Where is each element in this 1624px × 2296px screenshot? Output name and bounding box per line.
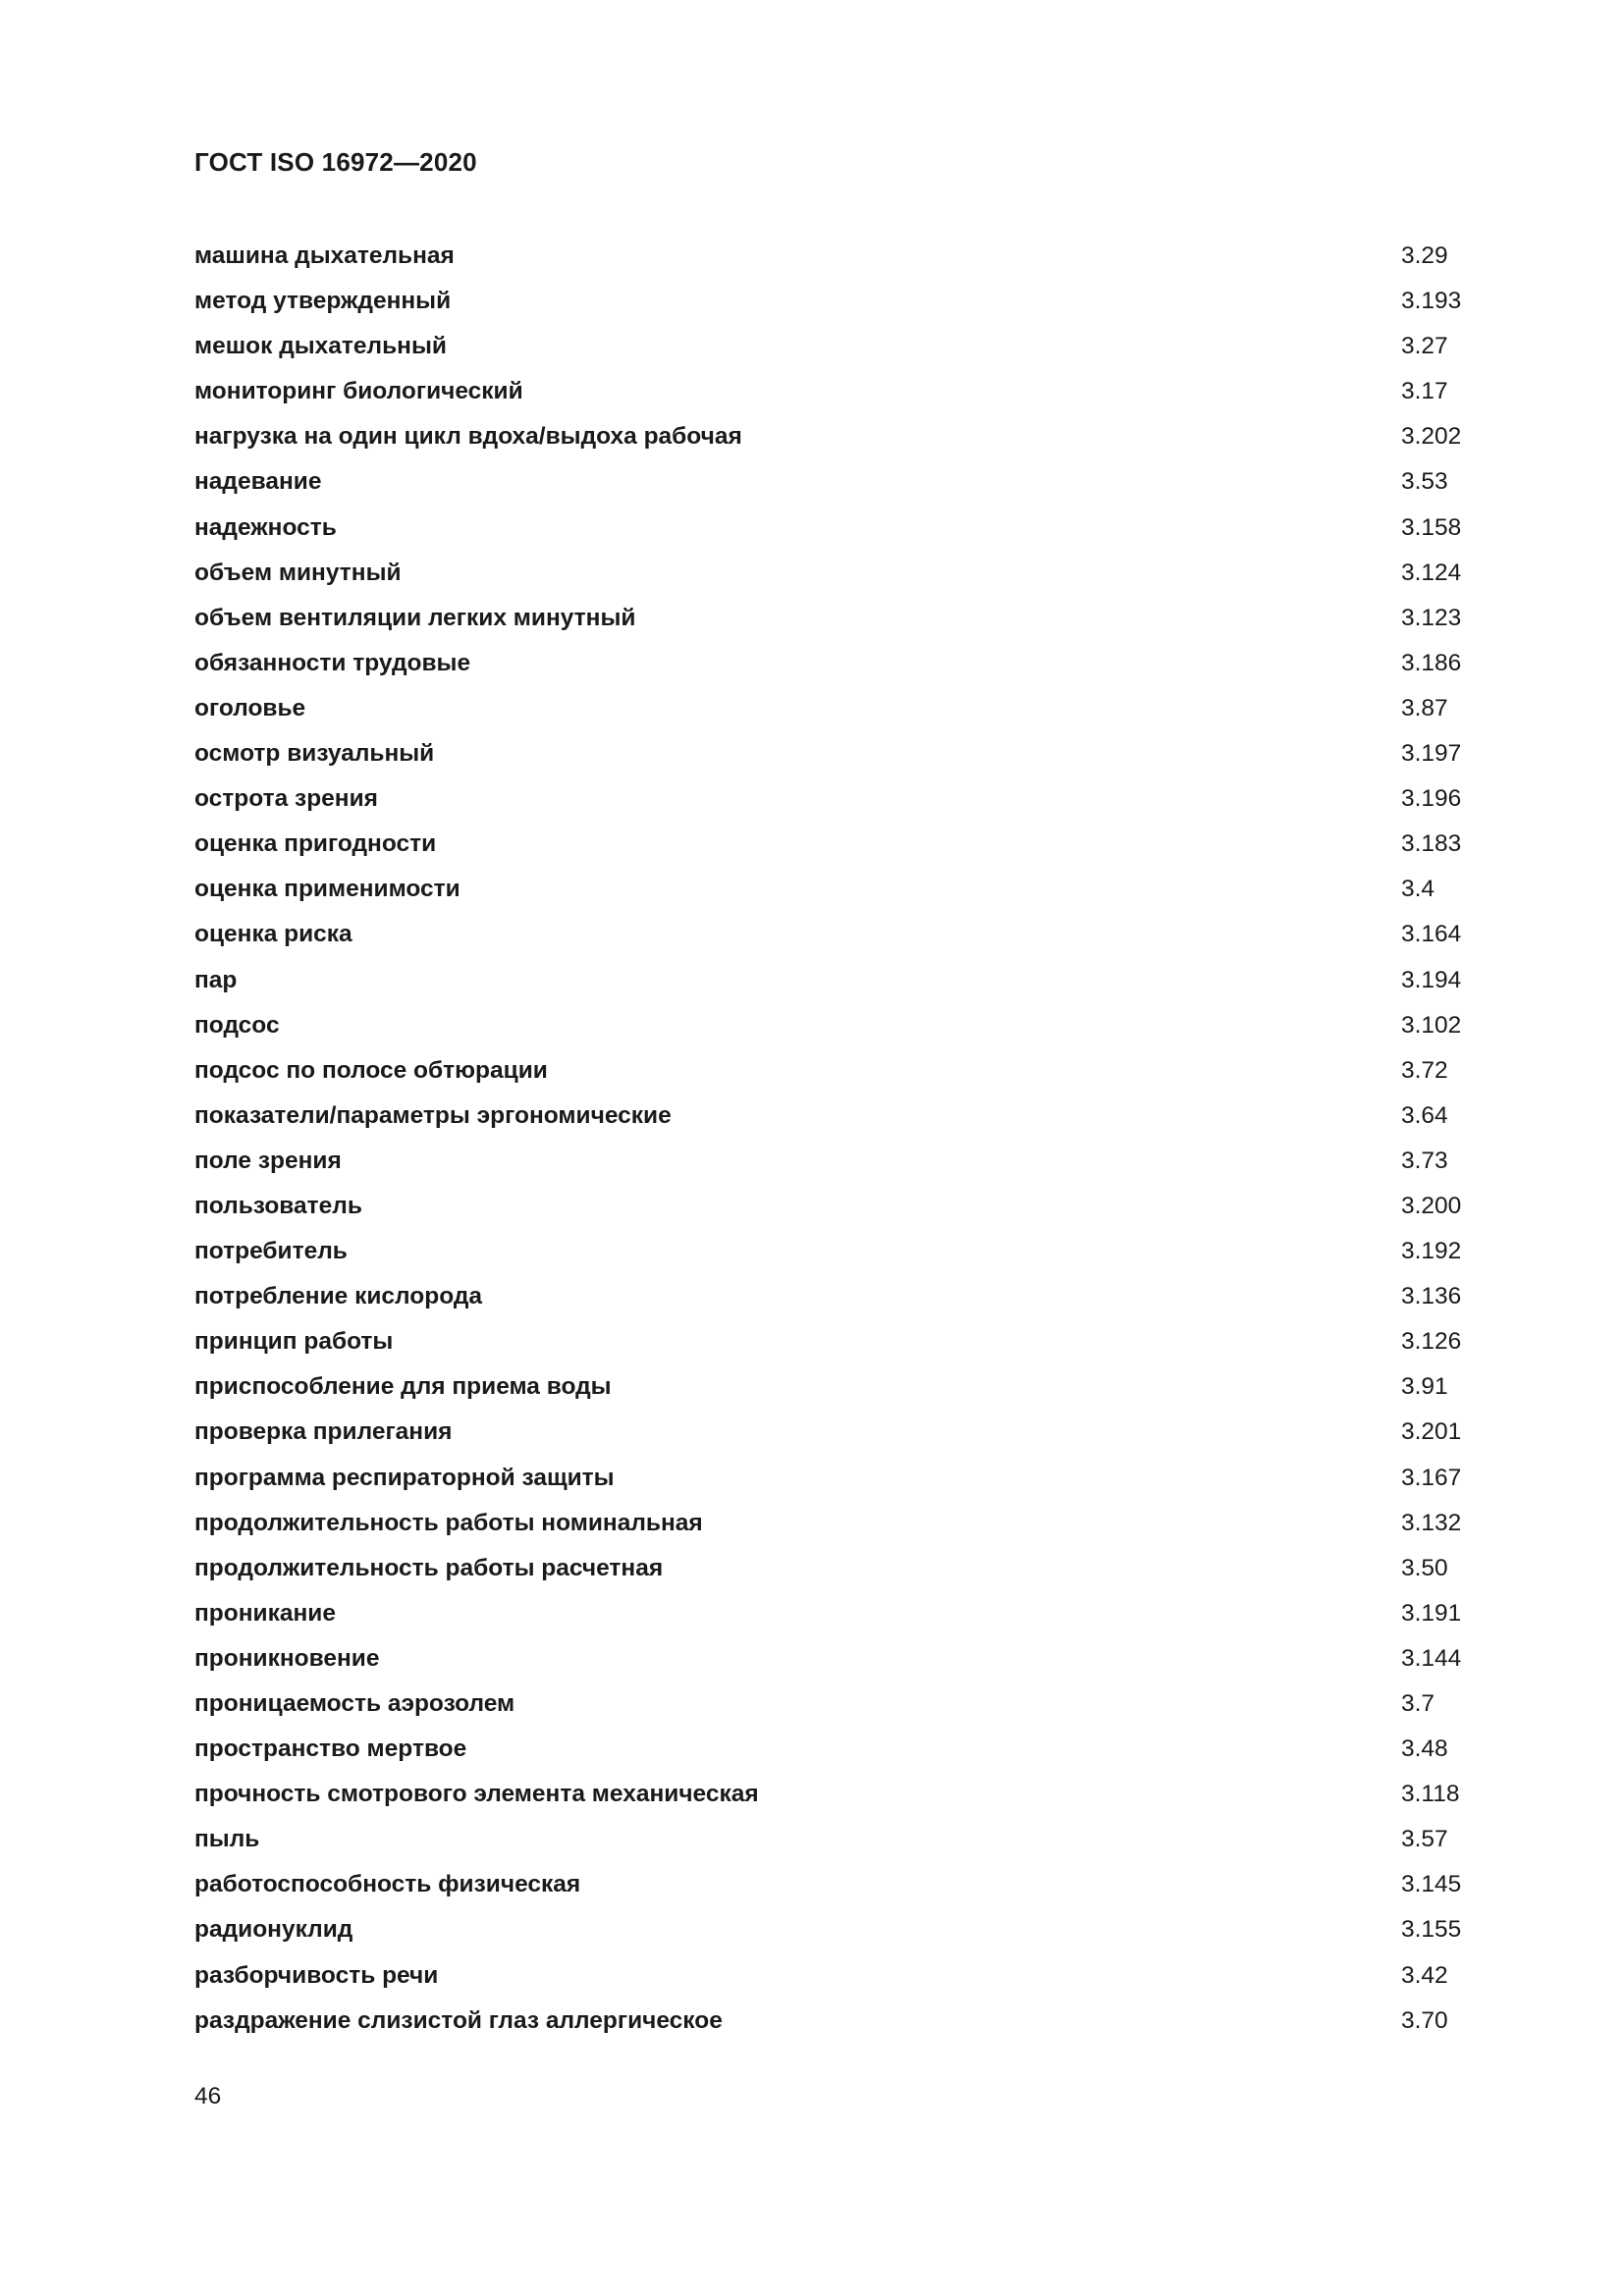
index-entry [194,324,1471,369]
index-reference: 3.87 [1401,694,1448,721]
index-entry [194,1319,1471,1364]
index-reference: 3.145 [1401,1871,1462,1898]
index-entry [194,1501,1471,1546]
index-entry [194,1274,1471,1319]
index-reference: 3.50 [1401,1554,1448,1581]
index-reference: 3.64 [1401,1101,1448,1129]
index-entry [194,1727,1471,1772]
index-entry [194,1229,1471,1274]
index-entry [194,1636,1471,1682]
document-header: ГОСТ ISO 16972—2020 [194,147,477,177]
index-reference: 3.7 [1401,1690,1435,1717]
index-term: прочность смотрового элемента механическая [194,1781,759,1808]
index-term: оценка риска [194,921,352,948]
index-entry [194,1410,1471,1455]
index-entry [194,1184,1471,1229]
index-term: подсос по полосе обтюрации [194,1056,548,1084]
index-term: приспособление для приема воды [194,1373,612,1401]
index-entry [194,279,1471,324]
index-reference: 3.183 [1401,830,1462,858]
index-entry [194,1456,1471,1501]
index-entry [194,369,1471,414]
index-reference: 3.193 [1401,288,1462,315]
index-term: потребление кислорода [194,1283,483,1310]
index-term: проникание [194,1599,336,1627]
index-term: объем минутный [194,559,402,586]
index-term: разборчивость речи [194,1961,439,1989]
index-reference: 3.91 [1401,1373,1448,1401]
index-term: осмотр визуальный [194,740,435,768]
index-term: проникновение [194,1644,380,1672]
index-reference: 3.53 [1401,468,1448,496]
index-entry [194,1953,1471,1999]
index-term: метод утвержденный [194,288,452,315]
index-reference: 3.124 [1401,559,1462,586]
index-reference: 3.42 [1401,1961,1448,1989]
index-term: пар [194,966,238,993]
index-reference: 3.4 [1401,876,1435,903]
index-term: нагрузка на один цикл вдоха/выдоха рабочая [194,423,742,451]
index-term: потребитель [194,1238,348,1265]
index-term: проверка прилегания [194,1418,453,1446]
index-term: машина дыхательная [194,242,455,269]
index-term: оголовье [194,694,306,721]
index-entry [194,776,1471,822]
index-reference: 3.70 [1401,2006,1448,2034]
index-term: надевание [194,468,322,496]
index-entry [194,1003,1471,1048]
index-reference: 3.29 [1401,242,1448,269]
index-reference: 3.158 [1401,513,1462,541]
index-reference: 3.192 [1401,1238,1462,1265]
index-term: работоспособность физическая [194,1871,581,1898]
index-entry [194,1364,1471,1410]
index-reference: 3.197 [1401,740,1462,768]
index-term: продолжительность работы расчетная [194,1554,664,1581]
index-reference: 3.201 [1401,1418,1462,1446]
index-term: обязанности трудовые [194,649,471,676]
page-number: 46 [194,2083,222,2109]
index-entry [194,459,1471,505]
index-reference: 3.118 [1401,1781,1460,1808]
index-term: мониторинг биологический [194,378,523,405]
index-term: пользователь [194,1192,362,1219]
index-reference: 3.73 [1401,1147,1448,1174]
index-entry [194,912,1471,957]
index-term: принцип работы [194,1328,394,1356]
index-reference: 3.17 [1401,378,1448,405]
index-term: надежность [194,513,337,541]
index-reference: 3.48 [1401,1735,1448,1763]
index-entry [194,1999,1471,2044]
index-reference: 3.167 [1401,1464,1462,1491]
index-entry [194,596,1471,641]
index-term: поле зрения [194,1147,342,1174]
index-term: проницаемость аэрозолем [194,1690,515,1717]
index-reference: 3.194 [1401,966,1462,993]
index-entry [194,1862,1471,1907]
index-reference: 3.132 [1401,1509,1462,1536]
index-reference: 3.123 [1401,604,1462,631]
index-term: подсос [194,1011,280,1039]
index-entry [194,641,1471,686]
index-entry [194,1817,1471,1862]
index-entry [194,414,1471,459]
index-entry [194,1139,1471,1184]
index-entry [194,686,1471,731]
index-reference: 3.202 [1401,423,1462,451]
index-term: радионуклид [194,1916,353,1944]
index-entry [194,1682,1471,1727]
index-entry [194,958,1471,1003]
index-term: оценка применимости [194,876,460,903]
index-entry [194,1048,1471,1094]
index-reference: 3.126 [1401,1328,1462,1356]
index-reference: 3.164 [1401,921,1462,948]
index-term: острота зрения [194,785,378,813]
index-entry [194,551,1471,596]
index-term: пыль [194,1826,260,1853]
index-reference: 3.144 [1401,1644,1462,1672]
index-reference: 3.200 [1401,1192,1462,1219]
index-reference: 3.27 [1401,333,1448,360]
index-entry [194,822,1471,867]
index-entry [194,1546,1471,1591]
index-reference: 3.196 [1401,785,1462,813]
index-reference: 3.136 [1401,1283,1462,1310]
index-term: показатели/параметры эргономические [194,1101,672,1129]
index-term: объем вентиляции легких минутный [194,604,636,631]
index-term: мешок дыхательный [194,333,447,360]
index-term: пространство мертвое [194,1735,467,1763]
index-term: раздражение слизистой глаз аллергическое [194,2006,723,2034]
index-entry [194,731,1471,776]
index-entry [194,1907,1471,1952]
index-reference: 3.72 [1401,1056,1448,1084]
index-entry [194,1094,1471,1139]
index-entry [194,234,1471,279]
index-entry [194,867,1471,912]
index-reference: 3.155 [1401,1916,1462,1944]
index-term: оценка пригодности [194,830,437,858]
index-entry [194,1591,1471,1636]
term-index-list [194,234,1471,2044]
index-reference: 3.57 [1401,1826,1448,1853]
index-term: продолжительность работы номинальная [194,1509,703,1536]
index-reference: 3.186 [1401,649,1462,676]
index-entry [194,506,1471,551]
index-reference: 3.191 [1401,1599,1462,1627]
index-term: программа респираторной защиты [194,1464,615,1491]
index-reference: 3.102 [1401,1011,1462,1039]
index-entry [194,1772,1471,1817]
